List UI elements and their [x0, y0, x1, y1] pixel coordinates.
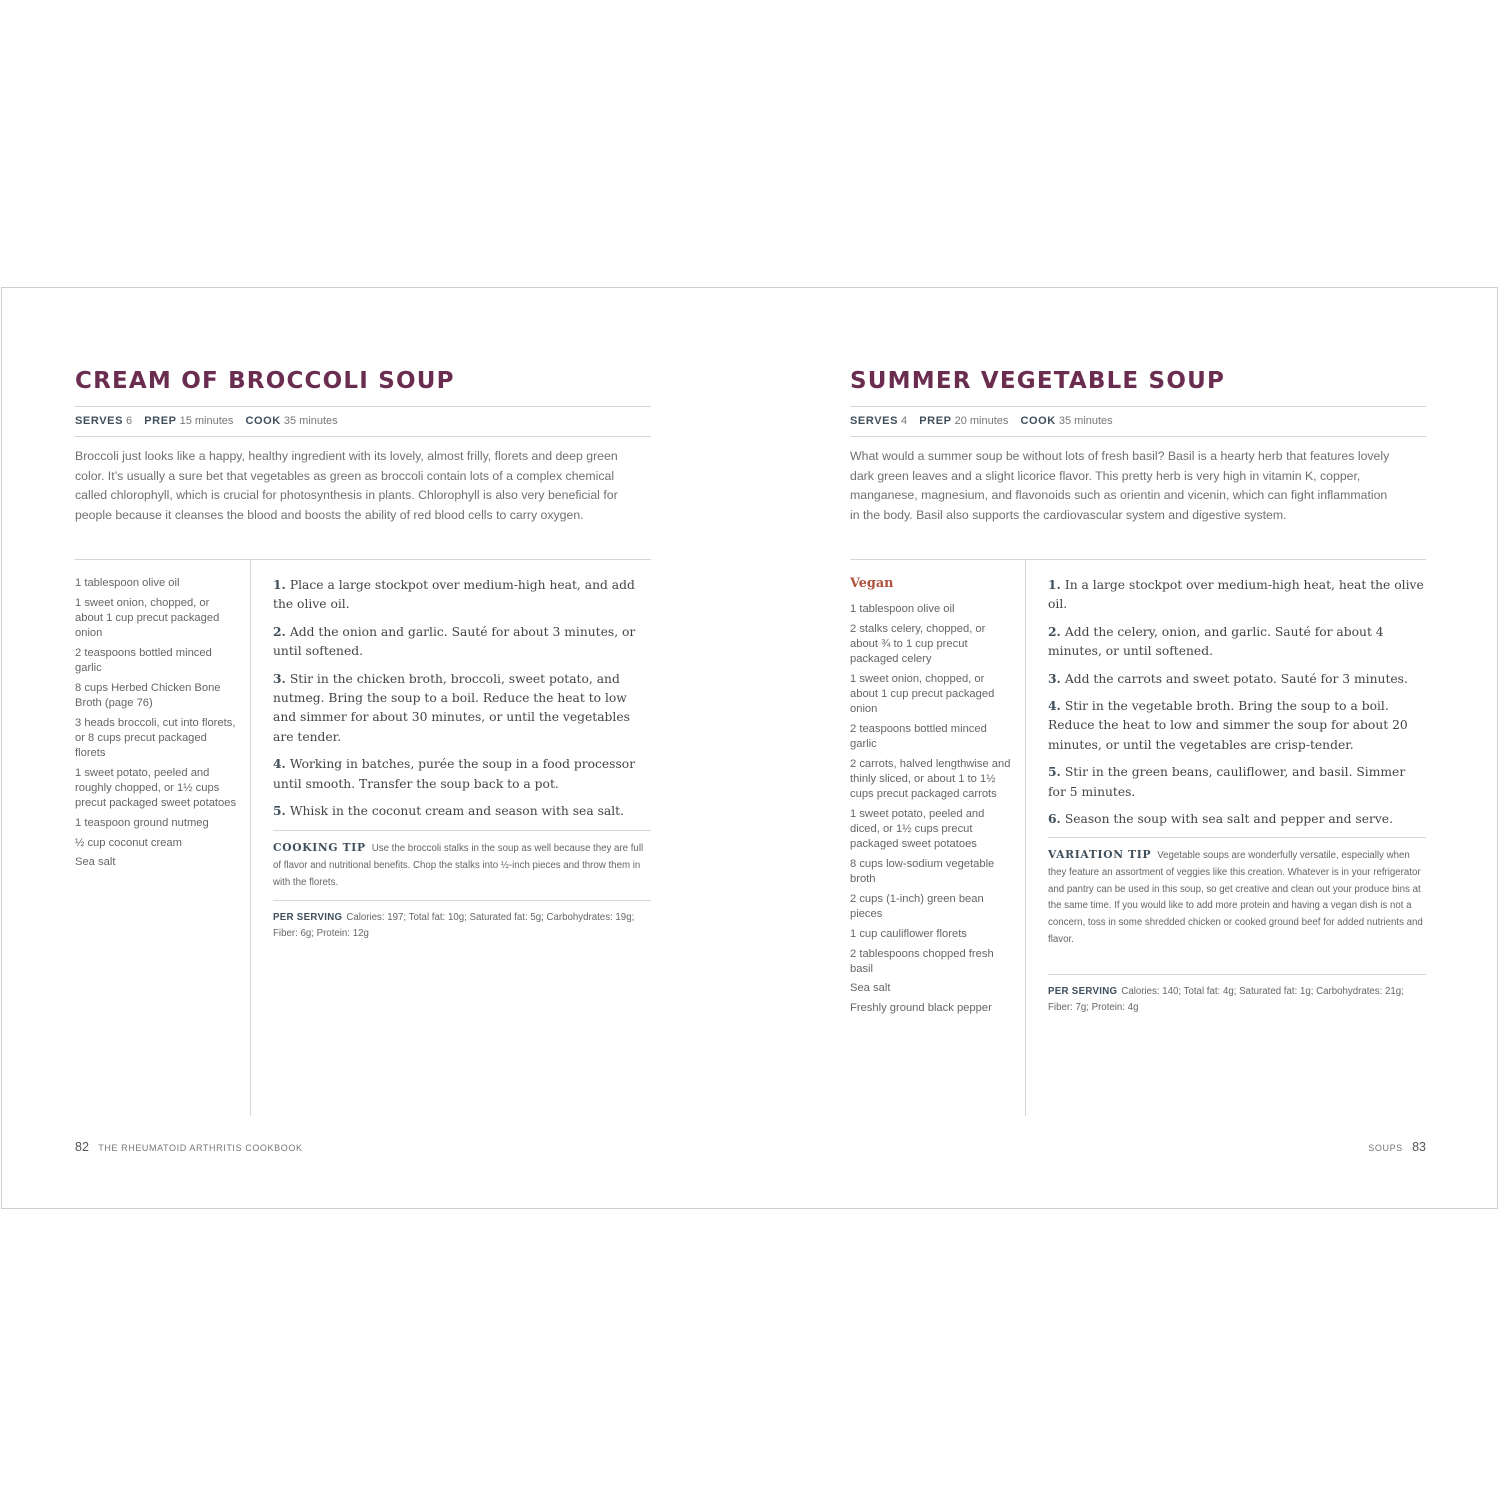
ingredient-item: 2 stalks celery, chopped, or about ¾ to 1 cup precut packaged celery	[850, 622, 986, 666]
ingredient-item: 1 sweet potato, peeled and diced, or 1½ cups precut packaged sweet potatoes	[850, 807, 985, 851]
page-footer	[75, 1140, 303, 1154]
step-number: 6.	[1048, 811, 1061, 827]
step-number: 1.	[273, 577, 286, 592]
ingredient-item: 1 tablespoon olive oil	[75, 577, 180, 589]
page-number: 82	[75, 1140, 89, 1154]
step-text: Stir in the green beans, cauliflower, and basil. Simmer for 5 minutes.	[1048, 765, 1406, 799]
instruction-step	[1048, 809, 1426, 829]
recipe-intro: What would a summer soup be without lots of fresh basil? Basil is a hearty herb that features lovely dark green leaves and a slight licorice flavor. This pretty herb is very high in vitamin K, copper, manganese, magnesium, and flavonoids such as orientin and vicenin, which can fight inflammation in the body. Basil also supports the cardiovascular system and digestive system.	[850, 449, 1390, 522]
recipe-intro: Broccoli just looks like a happy, healthy ingredient with its lovely, almost frilly, florets and deep green color. It’s usually a sure bet that vegetables as green as broccoli contain lots of a complex chemical called chlorophyll, which is crucial for photosynthesis in plants. Chlorophyll is also very beneficial for people because it cleanses the blood and boosts the ability of red blood cells to carry oxygen.	[75, 449, 618, 522]
step-text: Add the onion and garlic. Sauté for about 3 minutes, or until softened.	[273, 624, 636, 659]
ingredient-item: 1 cup cauliflower florets	[850, 927, 967, 940]
cook-value: 35 minutes	[1058, 415, 1113, 427]
step-number: 3.	[273, 670, 286, 686]
step-number: 2.	[273, 623, 286, 639]
right-page	[850, 288, 1426, 1208]
cook-label: COOK	[245, 415, 281, 427]
step-text: Whisk in the coconut cream and season with sea salt.	[289, 804, 625, 819]
instruction-step	[1048, 669, 1426, 689]
step-text: Place a large stockpot over medium-high heat, and add the olive oil.	[273, 578, 635, 612]
ingredient-item: Freshly ground black pepper	[850, 1002, 992, 1015]
ingredient-item: 1 sweet potato, peeled and roughly chopped, or 1½ cups precut packaged sweet potatoes	[75, 766, 237, 810]
cook-label: COOK	[1020, 415, 1056, 427]
recipe-title: SUMMER VEGETABLE SOUP	[850, 368, 1226, 394]
ingredient-item: 1 sweet onion, chopped, or about 1 cup precut packaged onion	[75, 596, 220, 640]
prep-label: PREP	[919, 415, 952, 427]
nutrition-info	[1048, 974, 1426, 1016]
tip-text: Use the broccoli stalks in the soup as well because they are full of flavor and nutritional benefits. Chop the stalks into ½-inch pieces and throw them in with the florets.	[273, 843, 644, 888]
step-number: 1.	[1048, 577, 1061, 592]
instruction-step	[1048, 575, 1426, 615]
ingredient-item: 2 tablespoons chopped fresh basil	[850, 947, 994, 975]
page-number: 83	[1412, 1140, 1426, 1154]
instruction-list	[273, 575, 651, 828]
book-title: THE RHEUMATOID ARTHRITIS COOKBOOK	[98, 1143, 303, 1153]
divider	[75, 559, 651, 560]
step-text: Season the soup with sea salt and pepper and serve.	[1064, 812, 1393, 827]
ingredient-item: ½ cup coconut cream	[75, 836, 182, 849]
serves-value: 4	[901, 415, 908, 427]
tip-label: COOKING TIP	[273, 841, 366, 854]
variation-tip	[1048, 837, 1426, 949]
ingredient-list	[850, 576, 1015, 1021]
serves-label: SERVES	[75, 415, 124, 427]
prep-label: PREP	[144, 415, 177, 427]
cook-value: 35 minutes	[283, 415, 338, 427]
tip-text: Vegetable soups are wonderfully versatile, especially when they feature an assortment of veggies like this creation. Whatever is in your refrigerator and pantry can be used in this soup, so get creative and clean out your produce bins at the same time. If you would like to add more protein and having a vegan dish is not a concern, toss in some shredded chicken or cooked ground beef for added nutrients and flavor.	[1048, 850, 1423, 945]
ingredient-item: 1 teaspoon ground nutmeg	[75, 816, 209, 829]
section-name: SOUPS	[1368, 1143, 1403, 1153]
cooking-tip	[273, 830, 651, 891]
step-number: 2.	[1048, 623, 1061, 639]
instruction-step	[273, 575, 651, 615]
step-number: 5.	[273, 803, 286, 819]
serves-label: SERVES	[850, 415, 899, 427]
left-page	[75, 288, 651, 1208]
ingredient-item: 1 tablespoon olive oil	[850, 603, 955, 615]
instruction-step	[1048, 696, 1426, 755]
step-number: 5.	[1048, 764, 1061, 780]
ingredient-item: 8 cups low-sodium vegetable broth	[850, 858, 995, 886]
instruction-list	[1048, 575, 1426, 836]
book-spread	[1, 287, 1498, 1209]
instruction-step	[1048, 622, 1426, 662]
step-text: Stir in the vegetable broth. Bring the soup to a boil. Reduce the heat to low and simmer the soup for about 20 minutes, or until the vegetables are crisp-tender.	[1048, 699, 1408, 752]
step-text: Add the celery, onion, and garlic. Sauté for about 4 minutes, or until softened.	[1048, 624, 1384, 659]
recipe-title: CREAM OF BROCCOLI SOUP	[75, 368, 455, 394]
divider	[850, 559, 1426, 560]
step-text: Add the carrots and sweet potato. Sauté for 3 minutes.	[1064, 671, 1408, 686]
diet-label: Vegan	[850, 576, 894, 591]
page-footer	[1368, 1140, 1426, 1154]
ingredient-list	[75, 576, 240, 875]
column-divider	[250, 559, 251, 1116]
ingredient-item: 8 cups Herbed Chicken Bone Broth (page 76)	[75, 681, 221, 709]
nutrition-info	[273, 900, 651, 942]
nutrition-text: Calories: 197; Total fat: 10g; Saturated fat: 5g; Carbohydrates: 19g; Fiber: 6g; Protein: 12g	[273, 912, 635, 939]
instruction-step	[273, 669, 651, 748]
step-number: 3.	[1048, 670, 1061, 686]
instruction-step	[273, 754, 651, 794]
serves-value: 6	[126, 415, 133, 427]
step-number: 4.	[273, 756, 286, 772]
tip-label: VARIATION TIP	[1048, 848, 1152, 861]
nutrition-text: Calories: 140; Total fat: 4g; Saturated fat: 1g; Carbohydrates: 21g; Fiber: 7g; Protein: 4g	[1048, 986, 1404, 1013]
step-text: Stir in the chicken broth, broccoli, sweet potato, and nutmeg. Bring the soup to a boil. Reduce the heat to low and simmer for about 30 minutes, or until the vegetables are tender.	[273, 671, 630, 744]
ingredient-item: 2 teaspoons bottled minced garlic	[75, 646, 212, 675]
column-divider	[1025, 559, 1026, 1116]
ingredient-item: Sea salt	[75, 856, 116, 869]
instruction-step	[1048, 762, 1426, 802]
nutrition-label: PER SERVING	[273, 912, 343, 923]
recipe-meta	[850, 406, 1426, 437]
ingredient-item: 2 cups (1-inch) green bean pieces	[850, 892, 984, 921]
instruction-step	[273, 801, 651, 821]
ingredient-item: Sea salt	[850, 982, 891, 995]
ingredient-item: 3 heads broccoli, cut into florets, or 8 cups precut packaged florets	[75, 716, 236, 760]
step-number: 4.	[1048, 698, 1061, 714]
ingredient-item: 2 teaspoons bottled minced garlic	[850, 722, 987, 751]
step-text: In a large stockpot over medium-high heat, heat the olive oil.	[1048, 578, 1424, 612]
recipe-meta	[75, 406, 651, 437]
instruction-step	[273, 622, 651, 662]
nutrition-label: PER SERVING	[1048, 986, 1118, 997]
prep-value: 20 minutes	[954, 415, 1009, 427]
ingredient-item: 1 sweet onion, chopped, or about 1 cup precut packaged onion	[850, 672, 995, 716]
prep-value: 15 minutes	[179, 415, 234, 427]
ingredient-item: 2 carrots, halved lengthwise and thinly sliced, or about 1 to 1½ cups precut packaged carrots	[850, 757, 1011, 801]
step-text: Working in batches, purée the soup in a food processor until smooth. Transfer the soup back to a pot.	[273, 757, 636, 791]
